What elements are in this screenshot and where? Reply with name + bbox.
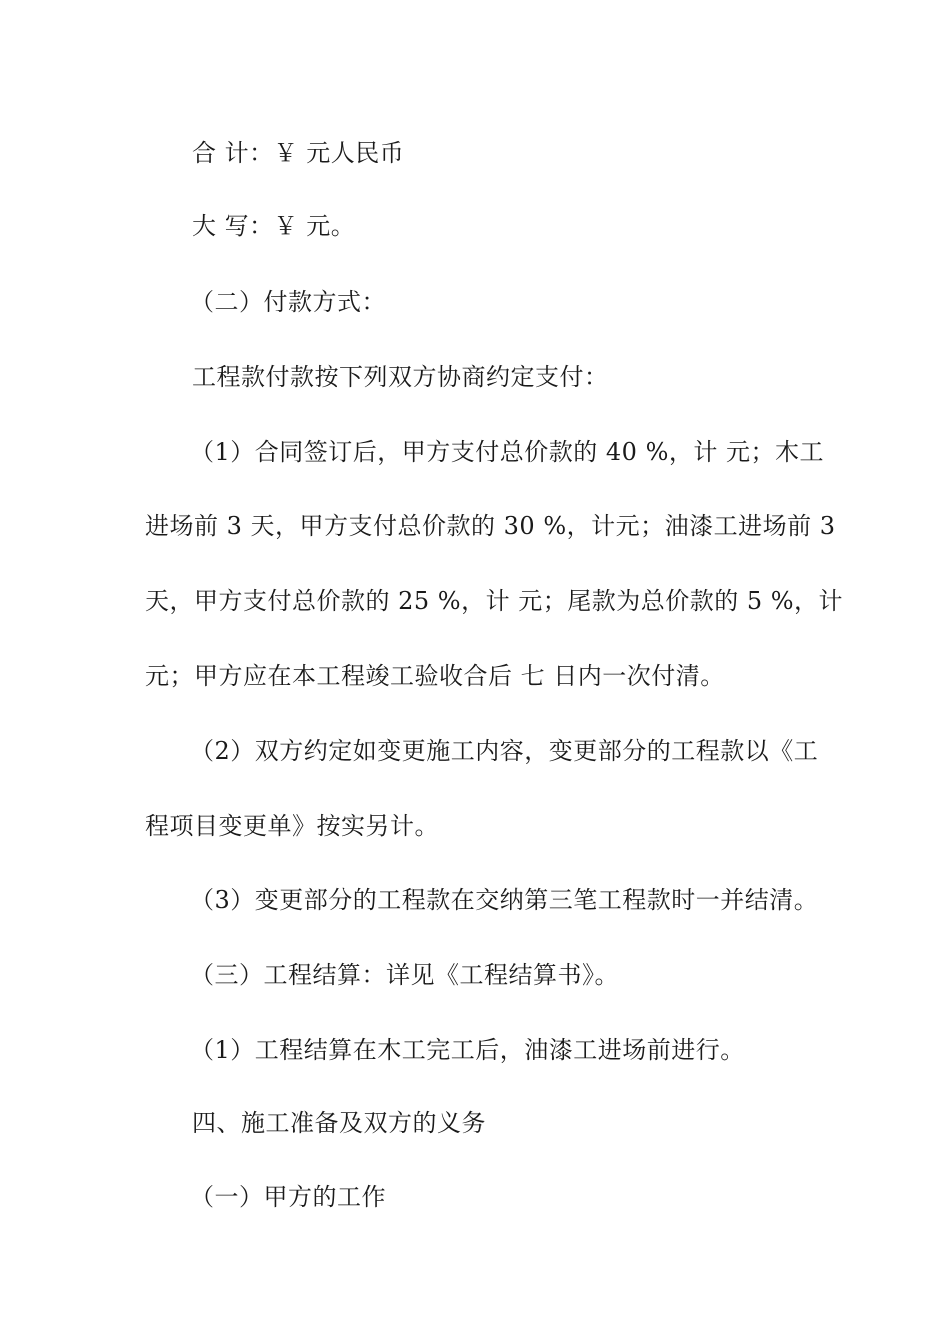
party-a-work-heading: （一）甲方的工作: [190, 1183, 386, 1211]
payment-clause-1-line-2: 进场前 3 天，甲方支付总价款的 30 %，计元；油漆工进场前 3: [145, 512, 836, 540]
settlement-clause-1: （1）工程结算在木工完工后，油漆工进场前进行。: [190, 1036, 745, 1064]
payment-clause-2-line-2: 程项目变更单》按实另计。: [145, 812, 439, 840]
payment-clause-1-line-3: 天，甲方支付总价款的 25 %，计 元；尾款为总价款的 5 %，计: [145, 587, 844, 615]
payment-clause-3: （3）变更部分的工程款在交纳第三笔工程款时一并结清。: [190, 886, 819, 914]
total-amount-line: 合 计：￥ 元人民币: [192, 139, 405, 167]
payment-clause-1-line-4: 元；甲方应在本工程竣工验收合后 七 日内一次付清。: [145, 662, 725, 690]
payment-clause-2-line-1: （2）双方约定如变更施工内容，变更部分的工程款以《工: [190, 737, 819, 765]
payment-method-heading: （二）付款方式：: [190, 288, 386, 316]
payment-intro-line: 工程款付款按下列双方协商约定支付：: [192, 363, 609, 391]
settlement-heading: （三）工程结算：详见《工程结算书》。: [190, 961, 619, 989]
section-four-heading: 四、施工准备及双方的义务: [192, 1109, 486, 1137]
amount-in-words-line: 大 写：￥ 元。: [192, 212, 356, 240]
payment-clause-1-line-1: （1）合同签订后，甲方支付总价款的 40 %，计 元；木工: [190, 438, 824, 466]
